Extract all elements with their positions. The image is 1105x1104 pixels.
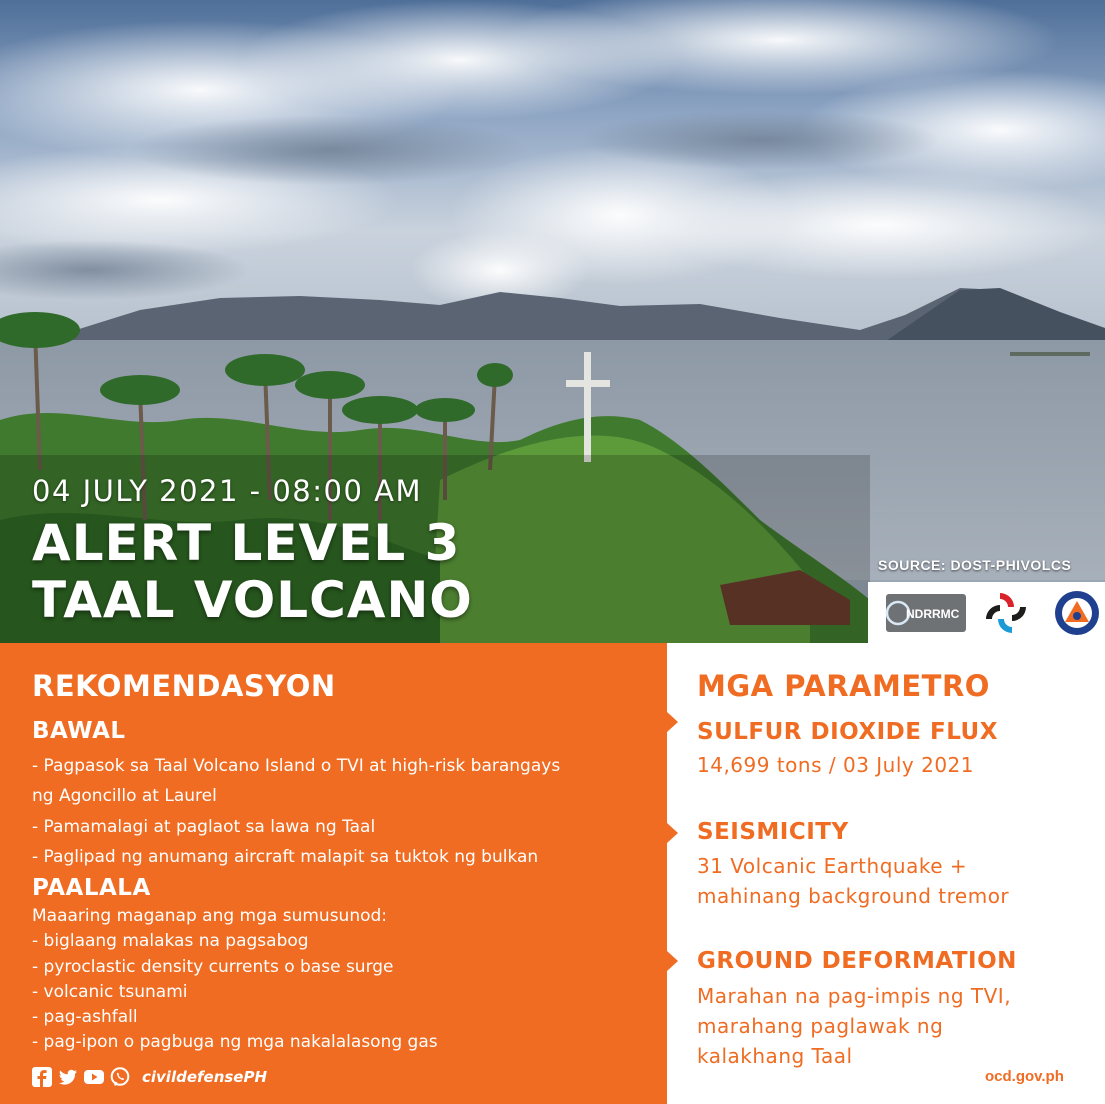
seismicity-title: SEISMICITY <box>697 819 849 845</box>
dnd-logo <box>986 593 1026 633</box>
pointer-notch <box>667 951 678 971</box>
paalala-title: PAALALA <box>32 875 151 901</box>
seismicity-line: 31 Volcanic Earthquake + <box>697 854 968 878</box>
ground-deformation-line: kalakhang Taal <box>697 1044 853 1068</box>
source-label: SOURCE: DOST-PHIVOLCS <box>878 557 1072 573</box>
ocd-seal <box>1055 591 1099 635</box>
paalala-item: - pag-ipon o pagbuga ng mga nakalalasong gas <box>32 1032 438 1052</box>
paalala-intro: Maaaring maganap ang mga sumusunod: <box>32 906 388 926</box>
viber-icon[interactable] <box>110 1067 130 1087</box>
pointer-notch <box>667 712 678 732</box>
bawal-item: - Paglipad ng anumang aircraft malapit sa tuktok ng bulkan <box>32 847 539 867</box>
pointer-notch <box>667 823 678 843</box>
bulletin-date: 04 JULY 2021 - 08:00 AM <box>32 474 422 508</box>
ground-deformation-title: GROUND DEFORMATION <box>697 948 1017 974</box>
volcano-name-heading: TAAL VOLCANO <box>32 571 473 629</box>
bawal-item: - Pamamalagi at paglaot sa lawa ng Taal <box>32 817 376 837</box>
paalala-item: - volcanic tsunami <box>32 982 188 1002</box>
ndrrmc-text: NDRRMC <box>906 607 960 621</box>
ground-deformation-line: marahang paglawak ng <box>697 1014 944 1038</box>
parameters-title: MGA PARAMETRO <box>697 669 990 703</box>
bawal-item: ng Agoncillo at Laurel <box>32 786 217 806</box>
social-handle[interactable]: civildefensePH <box>142 1068 268 1086</box>
social-links <box>32 1067 267 1087</box>
recommendations-title: REKOMENDASYON <box>32 669 336 703</box>
ndrrmc-logo <box>886 594 966 632</box>
facebook-icon[interactable] <box>32 1067 52 1087</box>
bawal-item: - Pagpasok sa Taal Volcano Island o TVI at high-risk barangays <box>32 756 561 776</box>
paalala-item: - pag-ashfall <box>32 1007 138 1027</box>
paalala-item: - biglaang malakas na pagsabog <box>32 931 309 951</box>
youtube-icon[interactable] <box>84 1067 104 1087</box>
ground-deformation-line: Marahan na pag-impis ng TVI, <box>697 984 1012 1008</box>
bawal-title: BAWAL <box>32 718 126 744</box>
twitter-icon[interactable] <box>58 1067 78 1087</box>
so2-flux-title: SULFUR DIOXIDE FLUX <box>697 719 998 745</box>
logo-panel <box>868 582 1105 643</box>
website-link[interactable]: ocd.gov.ph <box>985 1068 1064 1085</box>
so2-flux-value: 14,699 tons / 03 July 2021 <box>697 753 974 777</box>
seismicity-line: mahinang background tremor <box>697 884 1010 908</box>
paalala-item: - pyroclastic density currents o base surge <box>32 957 394 977</box>
alert-level-heading: ALERT LEVEL 3 <box>32 514 461 572</box>
